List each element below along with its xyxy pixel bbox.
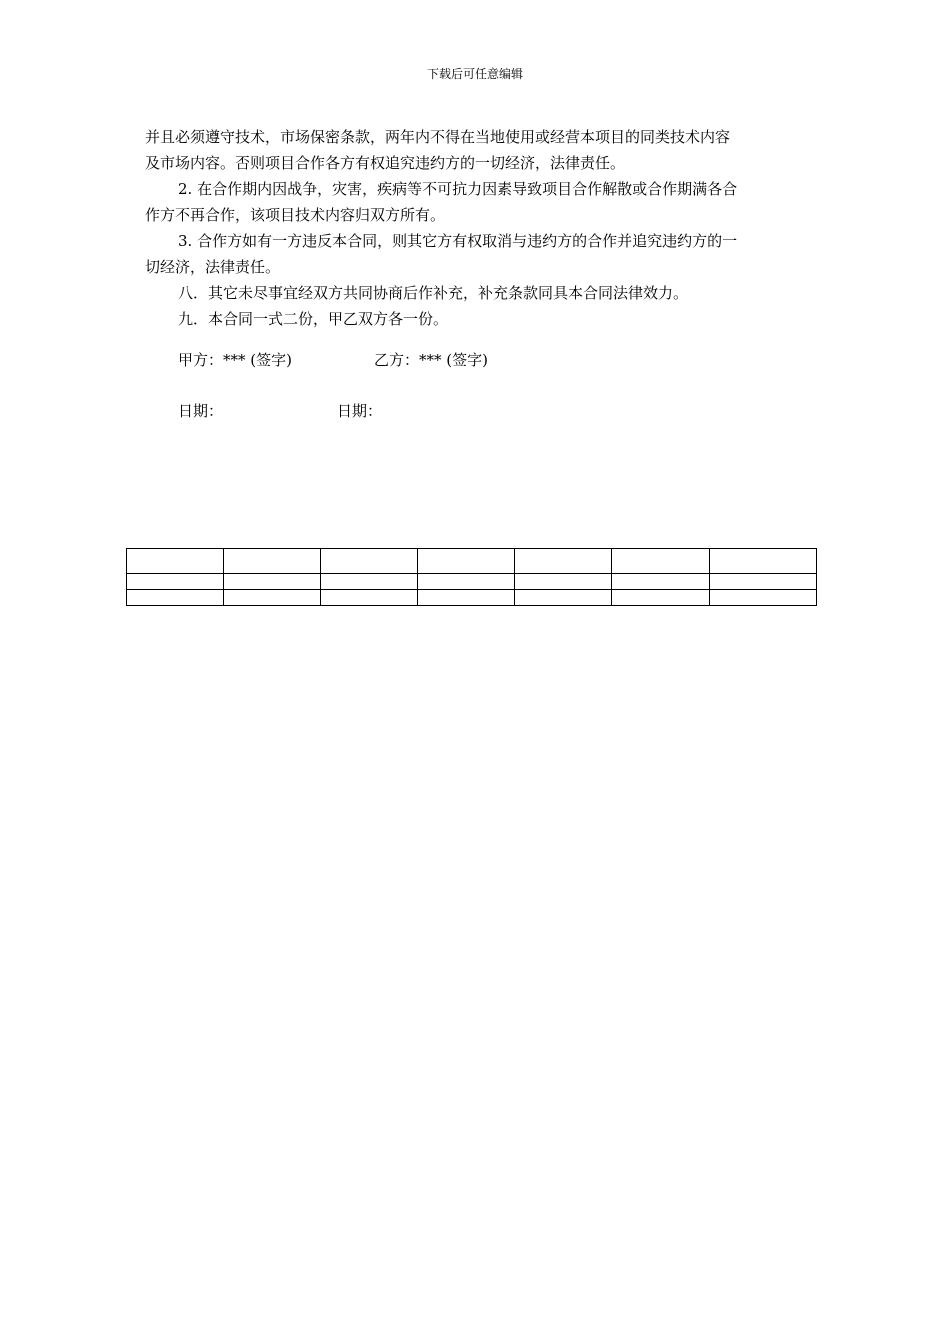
table-cell bbox=[418, 590, 515, 606]
paragraph-line: 切经济，法律责任。 bbox=[145, 258, 281, 276]
table-cell bbox=[321, 574, 418, 590]
party-b-signature: 乙方：*** (签字) bbox=[374, 351, 488, 369]
table-cell bbox=[321, 590, 418, 606]
table-cell bbox=[224, 574, 321, 590]
paragraph-line: 3. 合作方如有一方违反本合同，则其它方有权取消与违约方的合作并追究违约方的一 bbox=[178, 232, 738, 250]
paragraph-line: 作方不再合作，该项目技术内容归双方所有。 bbox=[145, 206, 446, 224]
table-cell bbox=[127, 549, 224, 574]
table-cell bbox=[321, 549, 418, 574]
paragraph-line: 并且必须遵守技术，市场保密条款，两年内不得在当地使用或经营本项目的同类技术内容 bbox=[145, 128, 731, 146]
table-cell bbox=[515, 590, 612, 606]
table-row bbox=[127, 574, 817, 590]
table-cell bbox=[418, 574, 515, 590]
table-cell bbox=[710, 574, 817, 590]
paragraph-line: 八．其它未尽事宜经双方共同协商后作补充，补充条款同具本合同法律效力。 bbox=[178, 284, 689, 302]
table-cell bbox=[224, 590, 321, 606]
table-cell bbox=[612, 574, 710, 590]
party-b-date: 日期： bbox=[337, 402, 383, 420]
paragraph-line: 2. 在合作期内因战争，灾害，疾病等不可抗力因素导致项目合作解散或合作期满各合 bbox=[178, 180, 738, 198]
party-a-signature: 甲方：*** (签字) bbox=[178, 351, 292, 369]
table-row bbox=[127, 590, 817, 606]
page-header: 下载后可任意编辑 bbox=[426, 67, 523, 81]
contract-body bbox=[145, 124, 809, 332]
table-cell bbox=[710, 590, 817, 606]
table-cell bbox=[710, 549, 817, 574]
table-cell bbox=[418, 549, 515, 574]
table-cell bbox=[515, 549, 612, 574]
table-cell bbox=[612, 549, 710, 574]
table-cell bbox=[515, 574, 612, 590]
table-row bbox=[127, 549, 817, 574]
table-cell bbox=[224, 549, 321, 574]
paragraph-line: 九．本合同一式二份，甲乙双方各一份。 bbox=[178, 310, 449, 328]
paragraph-line: 及市场内容。否则项目合作各方有权追究违约方的一切经济，法律责任。 bbox=[145, 154, 626, 172]
table-cell bbox=[127, 574, 224, 590]
party-a-date: 日期： bbox=[178, 402, 224, 420]
blank-table bbox=[126, 548, 817, 606]
table-cell bbox=[612, 590, 710, 606]
table-cell bbox=[127, 590, 224, 606]
